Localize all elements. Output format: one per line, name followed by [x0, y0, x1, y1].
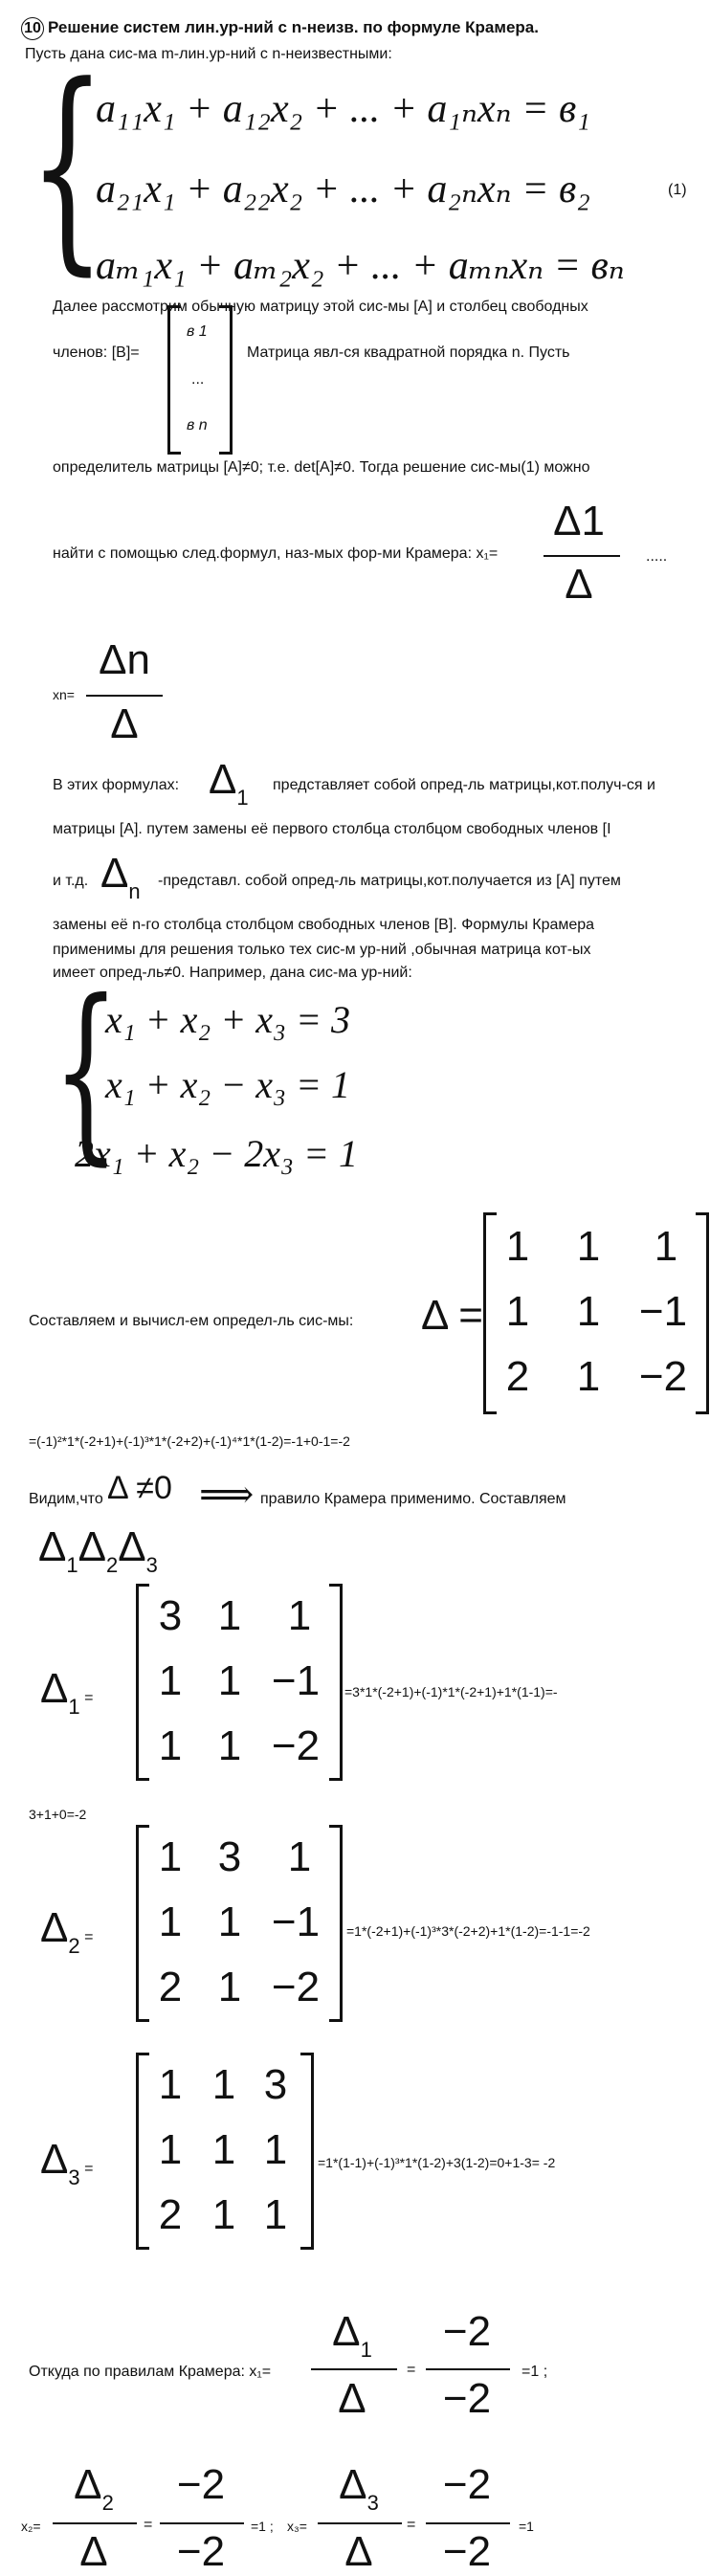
delta2-label: $\Delta_2$ =: [40, 1904, 94, 1958]
final1-num: $\Delta_1$: [332, 2308, 372, 2362]
calculation: =1*(-2+1)+(-1)³*3*(-2+2)+1*(1-2)=-1-1=-2: [346, 1923, 590, 1939]
calculation: =1*(1-1)+(-1)³*1*(1-2)+3(1-2)=0+1-3= -2: [318, 2155, 556, 2170]
system2-row: x₁ + x₂ − x₃ = 1: [105, 1063, 350, 1106]
system1-brace: {: [29, 39, 106, 295]
final3-den2: −2: [442, 2528, 492, 2575]
fraction-bar: [160, 2522, 244, 2524]
final3-num: $\Delta_3$: [339, 2461, 379, 2515]
section-number: 10: [21, 17, 44, 40]
dots: .....: [646, 548, 668, 565]
final1-num2: −2: [442, 2308, 492, 2355]
equals: =: [144, 2517, 153, 2533]
delta3-label: $\Delta_3$ =: [40, 2136, 94, 2189]
fraction-bar: [426, 2368, 510, 2370]
result: =1: [519, 2519, 534, 2534]
paragraph-line: членов: [B]=: [53, 344, 140, 361]
result: =1 ;: [251, 2519, 274, 2534]
intro-text: Пусть дана сис-ма m-лин.ур-ний с n-неизвестными:: [25, 46, 392, 62]
calculation: 3+1+0=-2: [29, 1807, 87, 1822]
matrix-d2: 1 3 1 1 1 −1 2 1 −2: [136, 1828, 343, 2019]
calculation: =3*1*(-2+1)+(-1)*1*(-2+1)+1*(1-1)=-: [344, 1684, 558, 1699]
x2-label: x₂=: [21, 2519, 41, 2534]
fraction-x1: [536, 498, 622, 545]
paragraph-line: имеет опред-ль≠0. Например, дана сис-ма ур-ний:: [53, 965, 412, 981]
delta-nonzero: Δ ≠0: [107, 1470, 172, 1506]
system1-row: a₁₁x₁ + a₁₂x₂ + ... + a₁ₙxₙ = в₁: [96, 87, 590, 131]
fraction-bar: [318, 2522, 402, 2524]
system2-brace: {: [53, 960, 120, 1183]
final1-den2: −2: [442, 2375, 492, 2422]
xn-label: xn=: [53, 687, 75, 702]
delta1-label: $\Delta_1$ =: [40, 1665, 94, 1719]
equals: =: [407, 2517, 416, 2533]
section-title: [21, 17, 539, 40]
paragraph-line: замены её n-го столбца столбцом свободных членов [B]. Формулы Крамера: [53, 917, 595, 933]
final2-num2: −2: [176, 2461, 226, 2508]
delta-label: Δ =: [421, 1292, 483, 1339]
paragraph-line: правило Крамера применимо. Составляем: [260, 1491, 566, 1507]
paragraph-line: В этих формулах:: [53, 777, 180, 793]
paragraph-line: матрицы [A]. путем замены её первого столбца столбцом свободных членов [I: [53, 821, 611, 837]
equals: =: [407, 2362, 416, 2378]
paragraph-line: применимы для решения только тех сис-м ур-ний ,обычная матрица кот-ых: [53, 942, 591, 958]
fraction-bar: [311, 2368, 397, 2370]
fraction-denominator: Δ: [565, 561, 593, 608]
paragraph-line: представляет собой опред-ль матрицы,кот.получ-ся и: [273, 777, 655, 793]
calculation: =(-1)²*1*(-2+1)+(-1)³*1*(-2+2)+(-1)⁴*1*(1-2)=-1+0-1=-2: [29, 1433, 350, 1449]
result: =1 ;: [521, 2364, 548, 2380]
paragraph-line: определитель матрицы [A]≠0; т.е. det[A]≠0. Тогда решение сис-мы(1) можно: [53, 459, 590, 476]
fraction-xn-numerator: Δn: [99, 636, 150, 683]
paragraph-line: -представл. собой опред-ль матрицы,кот.получается из [A] путем: [158, 873, 621, 889]
column-b-cell: ...: [191, 371, 205, 388]
fraction-xn-denominator: Δ: [110, 700, 139, 747]
delta-1-symbol: $\Delta_1$: [209, 756, 249, 810]
fraction-numerator: Δ1: [553, 498, 605, 544]
section-title-text: Решение систем лин.ур-ний с n-неизв. по формуле Крамера.: [48, 18, 539, 36]
fraction-bar: [86, 695, 163, 697]
fraction-bar: [426, 2522, 510, 2524]
column-b-cell: в 1: [187, 323, 208, 340]
system1-row: aₘ₁x₁ + aₘ₂x₂ + ... + aₘₙxₙ = вₙ: [96, 244, 625, 288]
final2-den2: −2: [176, 2528, 226, 2575]
matrix-a: 1 1 1 1 1 −1 2 1 −2: [483, 1215, 709, 1411]
paragraph-line: Откуда по правилам Крамера: x₁=: [29, 2364, 272, 2380]
x3-label: x₃=: [287, 2519, 307, 2534]
paragraph-line: Составляем и вычисл-ем определ-ль сис-мы:: [29, 1313, 354, 1329]
final1-den: Δ: [338, 2375, 366, 2422]
final3-num2: −2: [442, 2461, 492, 2508]
system2-row: x₁ + x₂ + x₃ = 3: [105, 998, 350, 1041]
delta-n-symbol: $\Delta_n$: [100, 850, 141, 903]
paragraph-line: и т.д.: [53, 873, 89, 889]
paragraph-line: Далее рассмотрим обычную матрицу этой сис-мы [A] и столбец свободных: [53, 299, 588, 315]
equation-tag: (1): [668, 182, 687, 198]
matrix-d3: 1 1 3 1 1 1 2 1 1: [136, 2055, 314, 2247]
matrix-d1: 3 1 1 1 1 −1 1 1 −2: [136, 1587, 343, 1778]
column-b-cell: в n: [187, 417, 208, 433]
implies-arrow: ⟹: [199, 1473, 255, 1516]
fraction-bar: [53, 2522, 137, 2524]
paragraph-line: Матрица явл-ся квадратной порядка n. Пусть: [247, 344, 570, 361]
deltas-line: $\Delta_1\Delta_2\Delta_3$: [38, 1523, 158, 1577]
paragraph-line: найти с помощью след.формул, наз-мых фор-ми Крамера: x₁=: [53, 545, 499, 562]
final2-den: Δ: [79, 2528, 108, 2575]
paragraph-line: Видим,что: [29, 1491, 103, 1507]
fraction-bar: [544, 555, 620, 557]
system1-row: a₂₁x₁ + a₂₂x₂ + ... + a₂ₙxₙ = в₂: [96, 167, 590, 211]
final2-num: $\Delta_2$: [74, 2461, 114, 2515]
system2-row: 2x₁ + x₂ − 2x₃ = 1: [75, 1132, 358, 1175]
final3-den: Δ: [344, 2528, 373, 2575]
